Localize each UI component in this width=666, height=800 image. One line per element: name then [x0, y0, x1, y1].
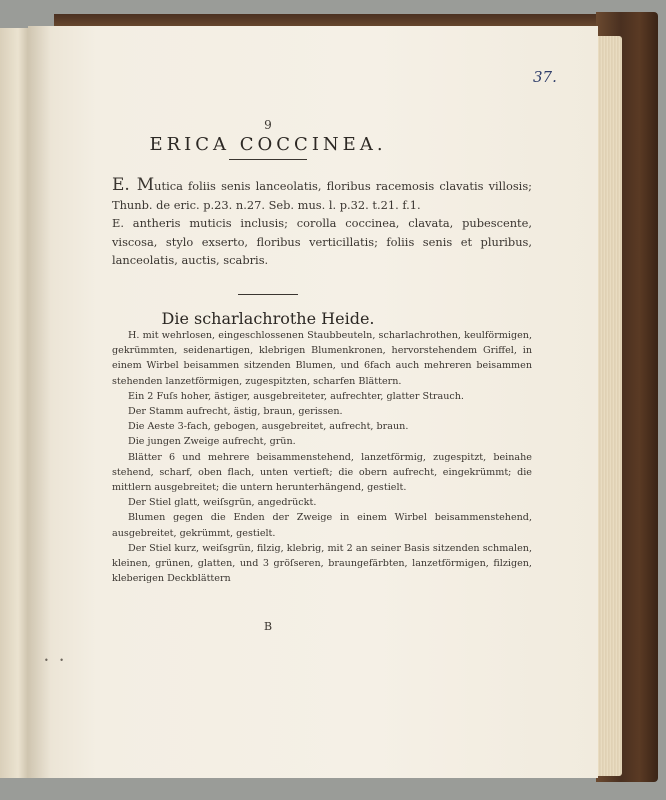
german-paragraph: Die jungen Zweige aufrecht, grün. — [128, 436, 296, 448]
latin-initial: E. M — [112, 175, 155, 195]
latin-description — [112, 176, 532, 270]
signature-mark: B — [263, 620, 273, 633]
latin-paragraph-1 — [112, 176, 532, 214]
german-paragraph: Der Stiel kurz, weiſsgrün, filzig, klebrig, mit 2 an seiner Basis sitzenden schmalen, kleinen, grünen, glatten, und 3 gröſseren, braungefärbten, lanzetförmigen, filzigen, kleberigen Deckblättern — [112, 542, 532, 585]
german-paragraph: H. mit wehrlosen, eingeschlossenen Staubbeuteln, scharlachrothen, keulförmigen, gekrümmten, seidenartigen, klebrigen Blumenkronen, hervorstehendem Griffel, in einem Wirbel beisammen sitzenden Blumen, und 6fach auch mehreren beisammen stehenden lanzetförmigen, zugespitzten, scharfen Blättern. — [112, 330, 532, 387]
page-title: ERICA COCCINEA. — [149, 134, 387, 155]
german-paragraph: Der Stamm aufrecht, ästig, braun, gerissen. — [128, 406, 343, 418]
plate-number: 9 — [264, 118, 272, 132]
latin-paragraph-2: E. antheris muticis inclusis; corolla coccinea, clavata, pubescente, viscosa, stylo exserto, floribus verticillatis; foliis senis et pluribus, lanceolatis, auctis, scabris. — [112, 216, 532, 268]
section-rule — [238, 294, 298, 295]
facing-page — [0, 28, 30, 778]
german-paragraph: Der Stiel glatt, weiſsgrün, angedrückt. — [128, 497, 317, 509]
handwritten-folio: 37. — [533, 68, 557, 86]
german-title: Die scharlachrothe Heide. — [161, 309, 375, 328]
german-paragraph: Blumen gegen die Enden der Zweige in einem Wirbel beisammenstehend, ausgebreitet, gekrümmt, gestielt. — [112, 512, 532, 539]
german-description — [112, 328, 532, 586]
title-rule — [229, 159, 307, 160]
latin-paragraph-1-text: utica foliis senis lanceolatis, floribus racemosis clavatis villosis; Thunb. de eric. p.23. n.27. Seb. mus. l. p.32. t.21. f.1. — [112, 179, 532, 212]
book-page — [28, 26, 598, 778]
margin-dots: • • — [44, 656, 68, 665]
german-paragraph: Ein 2 Fuſs hoher, ästiger, ausgebreiteter, aufrechter, glatter Strauch. — [128, 390, 464, 402]
german-paragraph: Blätter 6 und mehrere beisammenstehend, lanzetförmig, zugespitzt, beinahe stehend, scharf, oben flach, unten vertieft; die obern aufrecht, eingekrümmt; die mittlern ausgebreitet; die untern herunterhängend, gestielt. — [112, 451, 532, 494]
german-paragraph: Die Aeste 3-fach, gebogen, ausgebreitet, aufrecht, braun. — [128, 421, 409, 433]
